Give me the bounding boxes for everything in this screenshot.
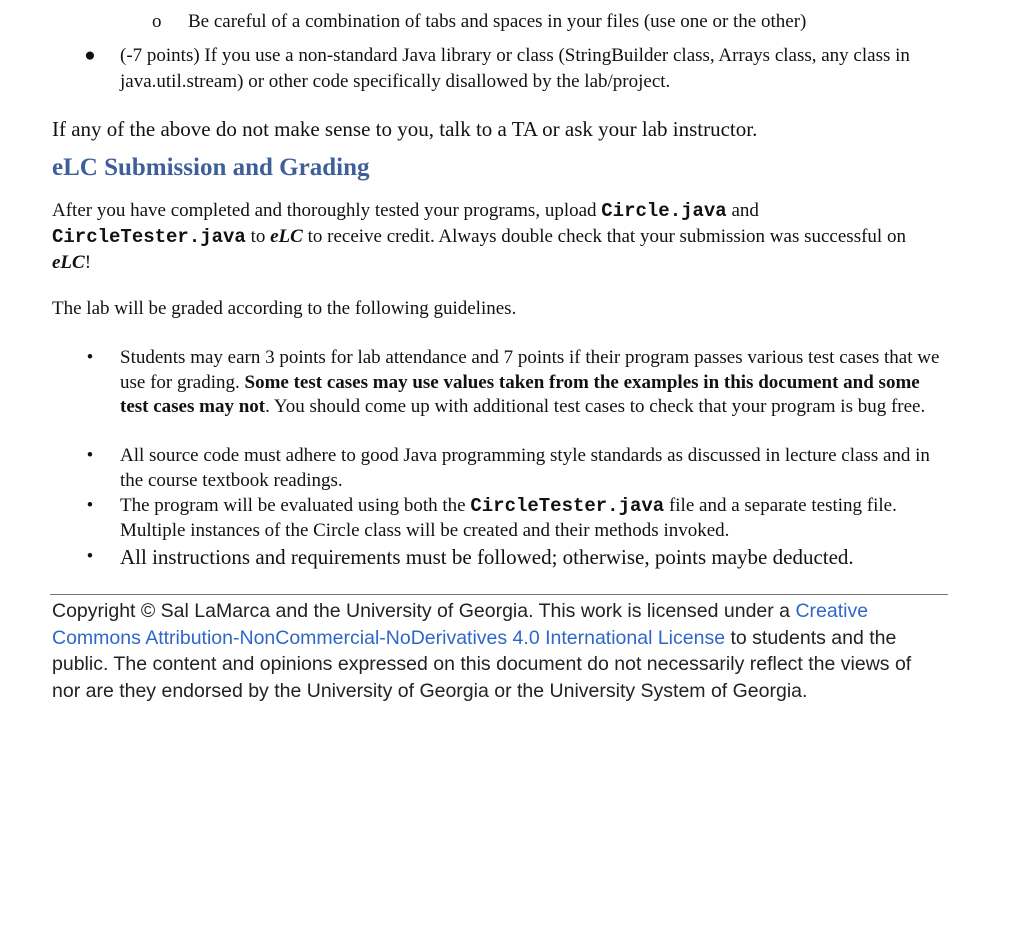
bullet-icon: •	[86, 445, 94, 466]
guideline-text: All source code must adhere to good Java programming style standards as discussed in lecture class and in the course textbook readings.	[120, 445, 930, 491]
guidelines-intro: The lab will be graded according to the following guidelines.	[52, 298, 517, 319]
help-line: If any of the above do not make sense to you, talk to a TA or ask your lab instructor.	[52, 117, 758, 141]
submission-paragraph: After you have completed and thoroughly tested your programs, upload Circle.java and CircleTester.java to eLC to receive credit. Always double check that your submission was successful on eLC!	[52, 200, 906, 273]
bullet-icon: •	[86, 546, 94, 567]
hollow-bullet-icon: o	[152, 11, 162, 32]
sub-bullet-text: Be careful of a combination of tabs and spaces in your files (use one or the other)	[188, 11, 807, 32]
bullet-icon: •	[86, 347, 94, 368]
license-link[interactable]: Creative Commons Attribution-NonCommercial-NoDerivatives 4.0 International License	[52, 600, 869, 649]
penalty-bullet-text: (-7 points) If you use a non-standard Java library or class (StringBuilder class, Arrays class, any class in java.util.stream) or other code specifically disallowed by the lab/project.	[120, 45, 910, 92]
file-name-circle-tester: CircleTester.java	[470, 495, 665, 517]
bullet-icon: •	[86, 495, 94, 516]
footer-divider	[50, 594, 948, 595]
section-heading: eLC Submission and Grading	[52, 154, 370, 181]
elc-term: eLC	[52, 252, 85, 273]
bullet-icon: ●	[84, 45, 96, 66]
guideline-text: All instructions and requirements must be followed; otherwise, points maybe deducted.	[120, 545, 854, 569]
guideline-text: Students may earn 3 points for lab attendance and 7 points if their program passes various test cases that we use for grading. Some test cases may use values taken from the examples in this document and some test cases may not. You should come up with additional test cases to check that your program is bug free.	[120, 347, 940, 417]
guideline-text: The program will be evaluated using both the CircleTester.java file and a separate testing file. Multiple instances of the Circle class will be created and their methods invoked.	[120, 495, 897, 541]
file-name-circle-tester: CircleTester.java	[52, 226, 246, 248]
file-name-circle: Circle.java	[601, 200, 727, 222]
elc-term: eLC	[270, 226, 303, 247]
copyright-footer: Copyright © Sal LaMarca and the University of Georgia. This work is licensed under a Creative Commons Attribution-NonCommercial-NoDerivatives 4.0 International License to students and the public. The content and opinions expressed on this document do not necessarily reflect the views of nor are they endorsed by the University of Georgia or the University System of Georgia.	[52, 600, 912, 702]
